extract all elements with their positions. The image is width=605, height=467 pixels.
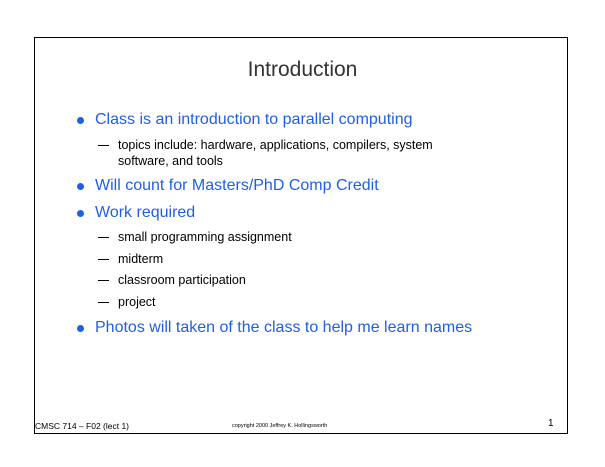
bullet-item: Work required — [95, 204, 196, 221]
sub-bullet-item: topics include: hardware, applications, compilers, system — [118, 138, 433, 152]
footer-course-label: CMSC 714 – F02 (lect 1) — [35, 421, 130, 431]
sub-bullet-item: midterm — [118, 252, 164, 266]
sub-bullet-item: project — [118, 295, 156, 309]
sub-bullet-item: classroom participation — [118, 273, 246, 287]
slide-title: Introduction — [247, 58, 358, 81]
page-number: 1 — [548, 418, 554, 429]
sub-bullet-item-continued: software, and tools — [118, 154, 223, 168]
bullet-item: Photos will taken of the class to help me learn names — [95, 319, 473, 336]
bullet-item: Class is an introduction to parallel computing — [95, 111, 413, 128]
footer-copyright: copyright 2000 Jeffrey K. Hollingsworth — [232, 423, 328, 429]
bullet-item: Will count for Masters/PhD Comp Credit — [95, 177, 379, 194]
slide-frame — [34, 37, 568, 434]
sub-bullet-item: small programming assignment — [118, 230, 292, 244]
